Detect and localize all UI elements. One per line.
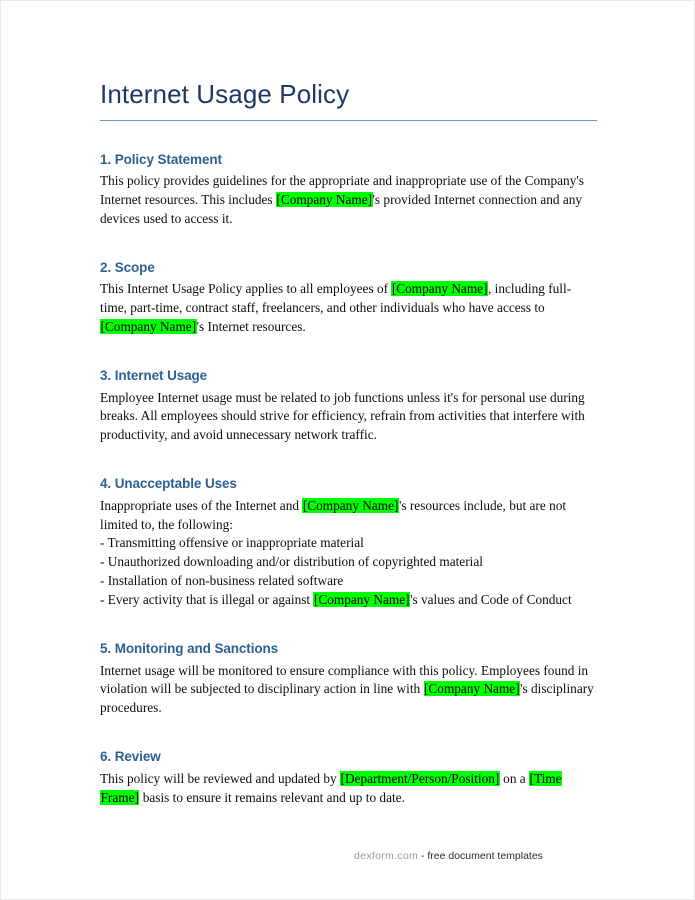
- section-heading-1: 1. Policy Statement: [100, 151, 222, 167]
- footer-text: [354, 850, 543, 862]
- section-heading-2: 2. Scope: [100, 259, 155, 275]
- footer-tagline: - free document templates: [418, 850, 543, 862]
- section-heading-6: 6. Review: [100, 749, 161, 765]
- text-run: 's provided Internet connection and any devices used to access it.: [100, 192, 583, 226]
- list-item: - Installation of non-business related software: [100, 573, 344, 589]
- text-run: 's values and Code of Conduct: [410, 592, 572, 608]
- list-item: - Transmitting offensive or inappropriate material: [100, 535, 364, 551]
- placeholder-company-name: [Company Name]: [313, 592, 410, 608]
- placeholder-time-frame: [Time Frame]: [100, 770, 562, 805]
- section-paragraph-1: [100, 172, 597, 229]
- text-run: This policy provides guidelines for the appropriate and inappropriate use of the Company's Internet resources. This includes: [100, 173, 584, 208]
- section-paragraph-5: [100, 662, 597, 719]
- text-run: on a: [499, 770, 530, 786]
- placeholder-department-person-position: [Department/Person/Position]: [340, 770, 500, 786]
- section-heading-5: 5. Monitoring and Sanctions: [100, 640, 279, 656]
- text-run: This policy will be reviewed and updated by: [100, 770, 341, 786]
- placeholder-company-name: [Company Name]: [391, 281, 488, 297]
- text-run: Internet usage will be monitored to ensure compliance with this policy. Employees found in violation will be subjected to disciplinary action in line with: [100, 662, 589, 697]
- page-footer: [1, 846, 695, 864]
- placeholder-company-name: [Company Name]: [276, 192, 373, 208]
- section-heading-3: 3. Internet Usage: [100, 368, 208, 384]
- section-review: [100, 748, 597, 807]
- text-run: This Internet Usage Policy applies to all employees of: [100, 281, 392, 297]
- section-monitoring-and-sanctions: [100, 640, 597, 718]
- text-run: Inappropriate uses of the Internet and: [100, 497, 303, 513]
- page-title: Internet Usage Policy: [100, 79, 350, 109]
- section-paragraph-4-intro: [100, 497, 597, 535]
- section-scope: [100, 259, 597, 337]
- text-run: - Every activity that is illegal or against: [100, 592, 314, 608]
- section-paragraph-3: Employee Internet usage must be related to job functions unless it's for personal use during breaks. All employees should strive for efficiency, refrain from activities that interfere with productivity, and avoid unnecessary network traffic.: [100, 389, 585, 443]
- placeholder-company-name: [Company Name]: [100, 319, 197, 335]
- text-run: 's disciplinary procedures.: [100, 681, 594, 716]
- text-run: basis to ensure it remains relevant and up to date.: [139, 789, 405, 805]
- section-internet-usage: [100, 367, 597, 445]
- section-heading-4: 4. Unacceptable Uses: [100, 476, 237, 492]
- text-run: 's Internet resources.: [196, 319, 306, 335]
- section-unacceptable-uses: [100, 475, 597, 610]
- text-run: 's resources include, but are not limited to, the following:: [100, 497, 567, 532]
- text-run: , including full-time, part-time, contract staff, freelancers, and other individuals who have access to: [100, 281, 572, 316]
- section-policy-statement: [100, 151, 597, 229]
- section-paragraph-6: [100, 770, 597, 808]
- document-body: [100, 79, 597, 807]
- unacceptable-uses-list: [100, 534, 597, 610]
- list-item: - Unauthorized downloading and/or distribution of copyrighted material: [100, 554, 483, 570]
- footer-brand: dexform.com: [354, 850, 419, 862]
- list-item: [100, 591, 597, 610]
- placeholder-company-name: [Company Name]: [424, 681, 520, 697]
- section-paragraph-2: [100, 280, 597, 337]
- placeholder-company-name: [Company Name]: [302, 497, 399, 513]
- title-divider: [100, 120, 597, 121]
